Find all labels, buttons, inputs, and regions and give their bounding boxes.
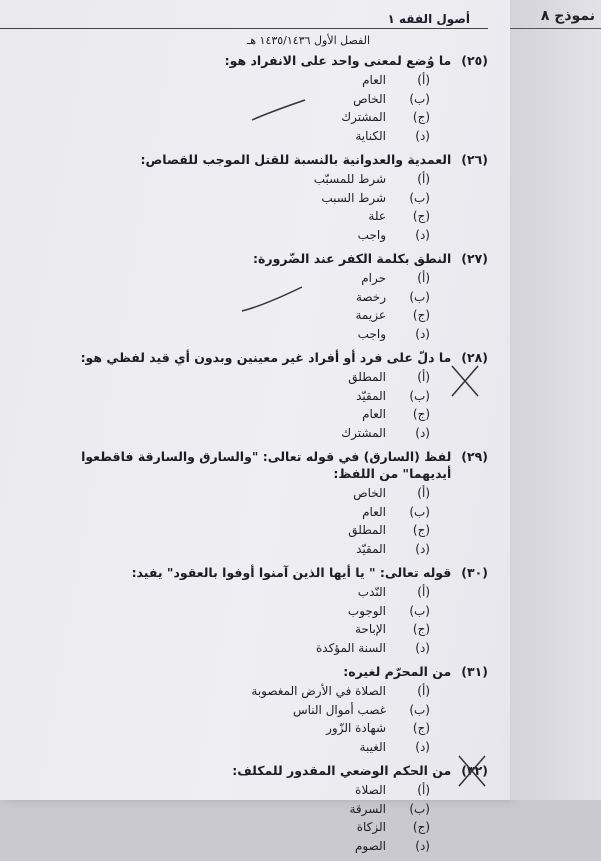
option-letter: (ب) [409,603,430,618]
option-text: النّدب [357,585,386,599]
option-letter: (ج) [412,523,430,537]
option-letter: (ج) [412,407,430,421]
option-letter: (ب) [409,702,430,717]
question-block [60,762,488,855]
option-letter: (أ) [417,73,430,87]
answer-option[interactable] [60,387,430,406]
answer-option[interactable] [60,484,430,503]
option-text: المشترك [341,425,386,440]
question-number: (٢٨) [461,350,488,365]
question-number: (٣٢) [461,763,488,778]
option-text: السرقة [349,801,386,816]
option-text: الصلاة في الأرض المغصوبة [251,684,386,698]
answer-option[interactable] [60,306,430,325]
option-text: الصوم [354,838,386,853]
option-text: العام [362,73,386,87]
answer-option[interactable] [60,639,430,658]
option-letter: (أ) [417,370,430,384]
option-text: رخصة [355,289,386,304]
option-letter: (د) [415,838,430,853]
option-letter: (أ) [417,486,430,500]
option-text: المطلق [348,523,386,537]
answer-option[interactable] [60,837,430,856]
answer-option[interactable] [60,620,430,639]
question-number: (٢٦) [461,152,488,167]
answer-option[interactable] [60,368,430,387]
answer-option[interactable] [60,226,430,245]
question-list [60,52,488,861]
option-letter: (د) [415,128,430,143]
question-number: (٢٩) [461,449,488,464]
answer-option[interactable] [60,701,430,720]
answer-option[interactable] [60,583,430,602]
option-letter: (أ) [417,585,430,599]
option-text: المطلق [348,370,386,384]
answer-option[interactable] [60,521,430,540]
option-letter: (ج) [412,308,430,322]
question-heading [60,448,488,482]
answer-option[interactable] [60,719,430,738]
option-letter: (أ) [417,684,430,698]
option-letter: (أ) [417,172,430,186]
answer-option[interactable] [60,325,430,344]
option-letter: (د) [415,640,430,655]
option-text: واجب [357,227,386,242]
course-title: أصول الفقه ١ [387,12,470,26]
option-text: شرط للمسبّب [313,172,386,186]
answer-option[interactable] [60,602,430,621]
option-letter: (ب) [409,289,430,304]
question-text: العمدية والعدوانية بالنسبة للقتل الموجب للقصاص: [140,152,452,167]
answer-option[interactable] [60,189,430,208]
question-text: ما دلّ على فرد أو أفراد غير معينين وبدون أي قيد لفظي هو: [80,350,452,365]
option-letter: (ب) [409,91,430,106]
question-block [60,52,488,145]
option-text: الصلاة [355,783,386,797]
answer-option[interactable] [60,288,430,307]
option-text: الخاص [353,486,386,500]
question-block [60,250,488,343]
option-text: غصب أموال الناس [292,702,386,717]
answer-option[interactable] [60,682,430,701]
options-list [60,682,430,756]
option-letter: (أ) [417,783,430,797]
question-number: (٢٥) [461,53,488,68]
answer-option[interactable] [60,207,430,226]
option-letter: (ب) [409,388,430,403]
question-block [60,349,488,442]
answer-option[interactable] [60,90,430,109]
question-text: ما وُضع لمعنى واحد على الانفراد هو: [224,53,452,68]
option-letter: (ج) [412,622,430,636]
option-letter: (ج) [412,820,430,834]
option-letter: (د) [415,227,430,242]
question-number: (٣٠) [461,565,488,580]
question-block [60,663,488,756]
option-letter: (ج) [412,209,430,223]
answer-option[interactable] [60,127,430,146]
option-text: الخاص [353,91,386,106]
options-list [60,170,430,244]
answer-option[interactable] [60,170,430,189]
option-letter: (د) [415,425,430,440]
question-heading [60,663,488,680]
option-text: عزيمة [355,308,386,322]
answer-option[interactable] [60,424,430,443]
answer-option[interactable] [60,540,430,559]
answer-option[interactable] [60,269,430,288]
option-text: الغيبة [359,739,386,754]
page-header [0,0,510,60]
header-divider [0,28,488,29]
option-letter: (ب) [409,504,430,519]
question-heading [60,250,488,267]
option-letter: (د) [415,541,430,556]
question-text: لفظ (السارق) في قوله تعالى: "والسارق والسارقة فاقطعوا أيديهما" من اللفظ: [81,449,452,481]
options-list [60,583,430,657]
answer-option[interactable] [60,405,430,424]
option-text: الكناية [355,128,386,143]
question-block [60,448,488,558]
answer-option[interactable] [60,800,430,819]
answer-option[interactable] [60,503,430,522]
question-heading [60,762,488,779]
options-list [60,269,430,343]
option-text: المشترك [341,110,386,124]
options-list [60,71,430,145]
adjacent-page [510,0,601,800]
question-block [60,564,488,657]
option-letter: (د) [415,739,430,754]
option-letter: (د) [415,326,430,341]
option-letter: (ج) [412,110,430,124]
term-label: الفصل الأول ١٤٣٥/١٤٣٦ هـ [247,34,370,47]
answer-option[interactable] [60,71,430,90]
option-text: شهادة الزّور [326,721,386,735]
options-list [60,781,430,855]
question-heading [60,151,488,168]
option-letter: (أ) [417,271,430,285]
option-text: العام [362,407,386,421]
question-heading [60,349,488,366]
question-text: من المحرّم لغيره: [343,664,452,679]
option-text: واجب [357,326,386,341]
answer-option[interactable] [60,738,430,757]
option-text: الزكاة [356,820,386,834]
option-text: حرام [361,271,386,285]
option-text: علة [368,209,386,223]
options-list [60,368,430,442]
option-letter: (ب) [409,190,430,205]
answer-option[interactable] [60,108,430,127]
question-heading [60,564,488,581]
answer-option[interactable] [60,781,430,800]
option-letter: (ب) [409,801,430,816]
question-number: (٢٧) [461,251,488,266]
option-text: السنة المؤكدة [316,640,386,655]
question-number: (٣١) [461,664,488,679]
question-text: النطق بكلمة الكفر عند الضّرورة: [253,251,452,266]
side-header-divider [510,28,601,29]
options-list [60,484,430,558]
option-text: المقيّد [356,541,386,556]
question-text: قوله تعالى: " يا أيها الذين آمنوا أوفوا بالعقود" يفيد: [131,565,452,580]
question-block [60,151,488,244]
answer-option[interactable] [60,818,430,837]
option-text: الوجوب [347,603,386,618]
question-heading [60,52,488,69]
option-text: العام [362,504,386,519]
option-text: المقيّد [356,388,386,403]
option-letter: (ج) [412,721,430,735]
question-text: من الحكم الوضعي المقدور للمكلف: [232,763,452,778]
option-text: الإباحة [354,622,386,636]
form-number-label: نموذج ٨ [540,8,595,24]
option-text: شرط السبب [321,190,386,205]
